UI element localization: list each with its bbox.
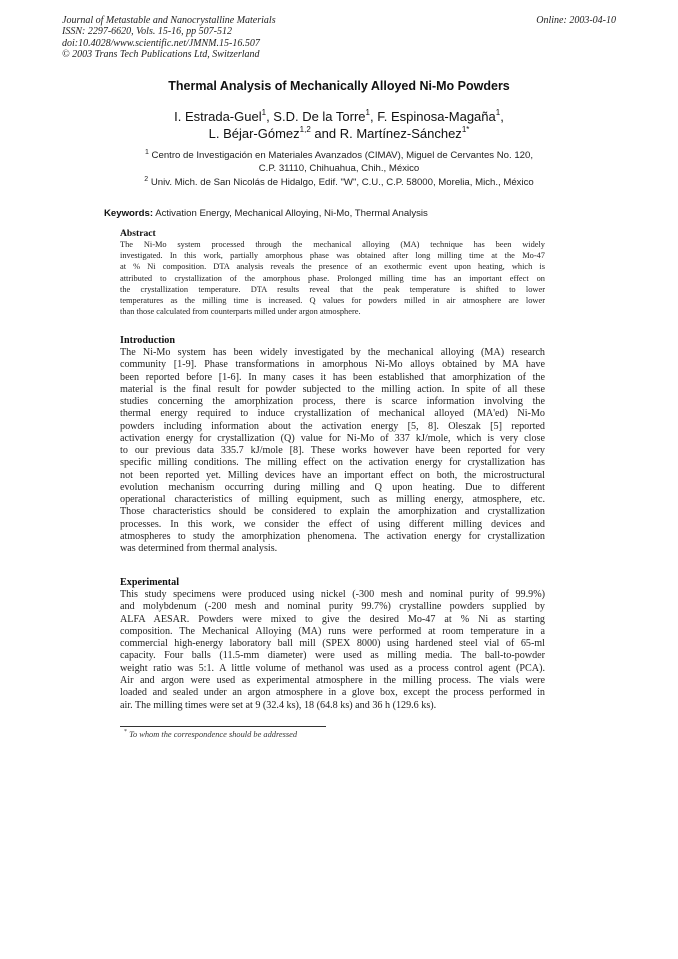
intro-line: activation energy for crystallization (Q) value for Ni-Mo of 337 kJ/mole, which is very close xyxy=(120,432,545,444)
intro-line: processes. In this work, we consider the effect of using different milling devices and xyxy=(120,518,545,530)
author-3-affil: 1 xyxy=(495,108,501,117)
intro-line: powders including information about the activation energy [5, 8]. Oleszak [5] reported xyxy=(120,420,545,432)
intro-line: been reported before [1-6]. In many cases it has been established that amorphization of the xyxy=(120,371,545,383)
intro-line: studies concerning the amorphization process, there is scarce information involving the xyxy=(120,396,545,407)
affiliation-1: $^1$ Centro de Investigación en Materiales Avanzados (CIMAV), Miguel de Cervantes No. 120, C.P. 31110, Chihuahua, Chih., México xyxy=(144,149,534,174)
author-list xyxy=(0,108,678,142)
footnote-marker: * xyxy=(124,729,127,735)
experimental-body xyxy=(120,589,545,712)
journal-doi[interactable]: doi:10.4028/www.scientific.net/JMNM.15-16.507 xyxy=(62,37,260,49)
paper-title: Thermal Analysis of Mechanically Alloyed Ni-Mo Powders xyxy=(168,79,510,93)
experimental-line: weight ratio was 5:1. A little volume of methanol was used as a process control agent (PCA). xyxy=(120,662,545,674)
footnote xyxy=(124,730,297,739)
intro-line: community [1-9]. Phase transformations in amorphous Ni-Mo alloys obtained by MA have xyxy=(120,359,545,371)
experimental-line: This study specimens were produced using nickel (-300 mesh and nominal purity of 99.9%) xyxy=(120,589,545,600)
keywords-label: Keywords: xyxy=(104,208,154,219)
introduction-heading: Introduction xyxy=(120,335,175,346)
author-1-affil: 1 xyxy=(261,108,267,117)
footnote-text: To whom the correspondence should be addressed xyxy=(129,730,298,739)
introduction-body xyxy=(120,347,545,555)
keywords-text: Activation Energy, Mechanical Alloying, Ni-Mo, Thermal Analysis xyxy=(155,208,428,219)
experimental-line: capacity. Four balls (11.5-mm diameter) were used as milling media. The ball-to-powder xyxy=(120,650,545,662)
author-2: S.D. De la Torre xyxy=(273,109,366,124)
intro-line: not been reported yet. Milling devices have an important effect on both, the microstructural xyxy=(120,469,545,481)
experimental-line: Air and argon were used as experimental atmosphere in the milling process. The vials were xyxy=(120,675,545,687)
author-1: I. Estrada-Guel xyxy=(174,109,262,124)
author-4-affil: 1,2 xyxy=(299,125,311,134)
author-3: F. Espinosa-Magaña xyxy=(377,109,496,124)
journal-copyright: © 2003 Trans Tech Publications Ltd, Switzerland xyxy=(62,48,260,60)
online-date: Online: 2003-04-10 xyxy=(536,15,616,26)
abstract-line: attributed to crystallization of the amorphous phase. Prolonged milling time has an important effect on xyxy=(120,273,545,283)
abstract-line: than those calculated from counterparts milled under argon atmosphere. xyxy=(120,307,361,317)
intro-line: thermal energy required to induce crystallization of mechanical alloyed (MA'ed) Ni-Mo xyxy=(120,408,545,420)
keywords xyxy=(104,208,428,219)
intro-line: specific milling conditions. The milling effect on the activation energy for crystallization has xyxy=(120,457,545,469)
intro-line: evolution mechanism occurring during milling and Q upon heating. Due to different xyxy=(120,481,545,493)
experimental-line: and molybdenum (-200 mesh and nominal purity 99.7%) crystalline powders supplied by xyxy=(120,601,545,613)
experimental-line: air. The milling times were set at 9 (32.4 ks), 18 (64.8 ks) and 36 h (129.6 ks). xyxy=(120,699,437,711)
footnote-divider xyxy=(120,726,326,727)
affiliation-1-marker: 1 xyxy=(144,149,149,156)
affiliation-2: $^2$ Univ. Mich. de San Nicolás de Hidalgo, Edif. "W", C.U., C.P. 58000, Morelia, Mich., México xyxy=(144,176,534,188)
author-line-1: I. Estrada-Guel$^1$, S.D. De la Torre$^1$, F. Espinosa-Magaña$^1$, xyxy=(174,108,504,124)
intro-line: atmospheres to study the amorphization phenomena. The activation energy for crystallization xyxy=(120,530,545,542)
intro-line: was determined from thermal analysis. xyxy=(120,543,278,554)
abstract-line: at % Ni composition. DTA analysis reveals the presence of an exothermic event upon heating, which is xyxy=(120,262,545,272)
experimental-line: loaded and sealed under an argon atmosphere in a glove box, except the process performed in xyxy=(120,687,545,699)
author-4: L. Béjar-Gómez xyxy=(208,126,300,141)
experimental-line: commercial high-energy laboratory ball mill (SPEX 8000) using hardened steel vial of 65-ml xyxy=(120,638,545,650)
journal-name: Journal of Metastable and Nanocrystalline Materials xyxy=(62,15,276,26)
experimental-line: ALFA AESAR. Powders were mixed to give the desired Mo-47 at % Ni as starting xyxy=(120,613,545,625)
abstract-body xyxy=(120,239,545,317)
author-line-2: L. Béjar-Gómez$^{1,2}$ and R. Martínez-Sánchez$^{1*}$ xyxy=(208,125,470,141)
journal-header xyxy=(62,15,276,60)
intro-line: operational characteristics of milling equipment, such as milling energy, atmosphere, etc. xyxy=(120,494,545,505)
intro-line: to our previous data 335.7 kJ/mole [8]. These works however have been reported for very xyxy=(120,445,545,456)
experimental-line: composition. The Mechanical Alloying (MA) runs were performed at room temperature in a xyxy=(120,625,545,637)
author-5-affil: 1* xyxy=(461,125,470,134)
abstract-line: The Ni-Mo system processed through the mechanical alloying (MA) technique has been widely xyxy=(120,240,545,249)
experimental-heading: Experimental xyxy=(120,577,180,588)
intro-line: Those characteristics should be considered to explain the amorphization and crystallization xyxy=(120,506,545,518)
abstract-line: the crystallization temperature. DTA results reveal that the peak temperature is shifted to lower xyxy=(120,284,545,294)
intro-line: The Ni-Mo system has been widely investigated by the mechanical alloying (MA) research xyxy=(120,347,545,358)
journal-issn: ISSN: 2297-6620, Vols. 15-16, pp 507-512 xyxy=(62,26,232,38)
abstract-heading: Abstract xyxy=(120,228,156,239)
intro-line: material is the final result for powder subjected to the milling action. In spite of all these xyxy=(120,383,545,395)
author-2-affil: 1 xyxy=(365,108,370,117)
abstract-line: temperatures as the milling time is increased. Q values for powders milled in air atmosphere are lower xyxy=(120,296,545,306)
author-5: R. Martínez-Sánchez xyxy=(339,126,462,141)
abstract-line: investigated. In this work, partially amorphous phase was obtained after long milling time at the Mo-47 xyxy=(120,251,545,261)
affiliation-2-marker: 2 xyxy=(144,176,149,183)
